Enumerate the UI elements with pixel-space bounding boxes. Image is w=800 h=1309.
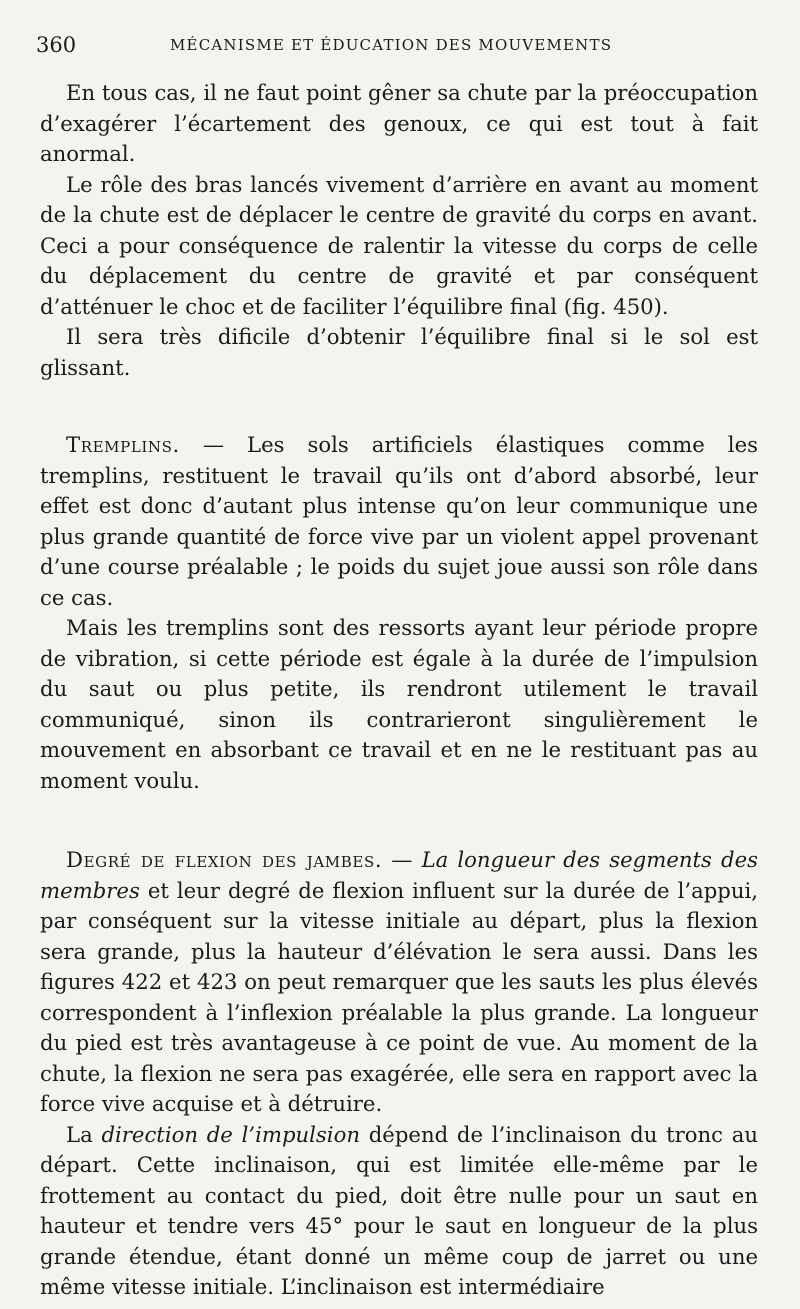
section-heading-tremplins: Tremplins. (66, 432, 180, 457)
paragraph-sol-glissant: Il sera très dificile d’obtenir l’équilibre final si le sol est glissant. (40, 324, 758, 380)
page-number: 360 (36, 33, 77, 57)
section-text-tremplins: — Les sols artificiels élastiques comme les tremplins, restituent le travail qu’ils ont d’abord absorbé, leur effet est donc d’autant plus intense qu’on leur communique une plus grande quantité de force vive par un violent appel provenant d’une course préalable ; le poids du sujet joue aussi son rôle dans ce cas. (40, 432, 758, 610)
section-tremplins (40, 430, 758, 613)
paragraph-ressorts: Mais les tremplins sont des ressorts ayant leur période propre de vibration, si cette période est égale à la durée de l’impulsion du saut ou plus petite, ils rendront utilement le travail communiqué, sinon ils contrarieront singulièrement le mouvement en absorbant ce travail et en ne le restituant pas au moment voulu. (40, 615, 758, 793)
emphasis-longueur-segments: La longueur des segments des membres (40, 847, 758, 903)
heading-dash: — (382, 847, 422, 872)
paragraph-text: dépend de l’inclinaison du tronc au départ. Cette inclinaison, qui est limitée elle-même par le frottement au contact du pied, doit être nulle pour un saut en hauteur et tendre vers 45° pour le saut en longueur de la plus grande étendue, étant donné un même coup de jarret ou une même vitesse initiale. L’inclinaison est intermédiaire (40, 1121, 758, 1299)
page-header (36, 33, 756, 63)
section-gap (40, 796, 758, 845)
emphasis-direction-impulsion: direction de l’impulsion (101, 1121, 360, 1147)
section-gap (40, 383, 758, 430)
paragraph-start: La (66, 1121, 102, 1147)
paragraph-direction-impulsion (40, 1120, 758, 1303)
section-heading-degre-flexion: Degré de flexion des jambes. (66, 847, 383, 872)
section-degre-flexion (40, 845, 758, 1120)
running-title: MÉCANISME ET ÉDUCATION DES MOUVEMENTS (170, 36, 613, 54)
paragraph-role-des-bras: Le rôle des bras lancés vivement d’arrière en avant au moment de la chute est de déplacer le centre de gravité du corps en avant. Ceci a pour conséquence de ralentir la vitesse du corps de celle du déplacement du centre de gravité et par conséquent d’atténuer le choc et de faciliter l’équilibre final (fig. 450). (40, 171, 758, 319)
section-text-degre-flexion: et leur degré de flexion influent sur la durée de l’appui, par conséquent sur la vitesse initiale au départ, plus la flexion sera grande, plus la hauteur d’élévation le sera aussi. Dans les figures 422 et 423 on peut remarquer que les sauts les plus élevés correspondent à l’inflexion préalable la plus grande. La longueur du pied est très avantageuse à ce point de vue. Au moment de la chute, la flexion ne sera pas exagérée, elle sera en rapport avec la force vive acquise et à détruire. (40, 877, 758, 1116)
body-text (40, 78, 758, 1303)
paragraph-chute: En tous cas, il ne faut point gêner sa chute par la préoccupation d’exagérer l’écartement des genoux, ce qui est tout à fait anormal. (40, 80, 758, 166)
